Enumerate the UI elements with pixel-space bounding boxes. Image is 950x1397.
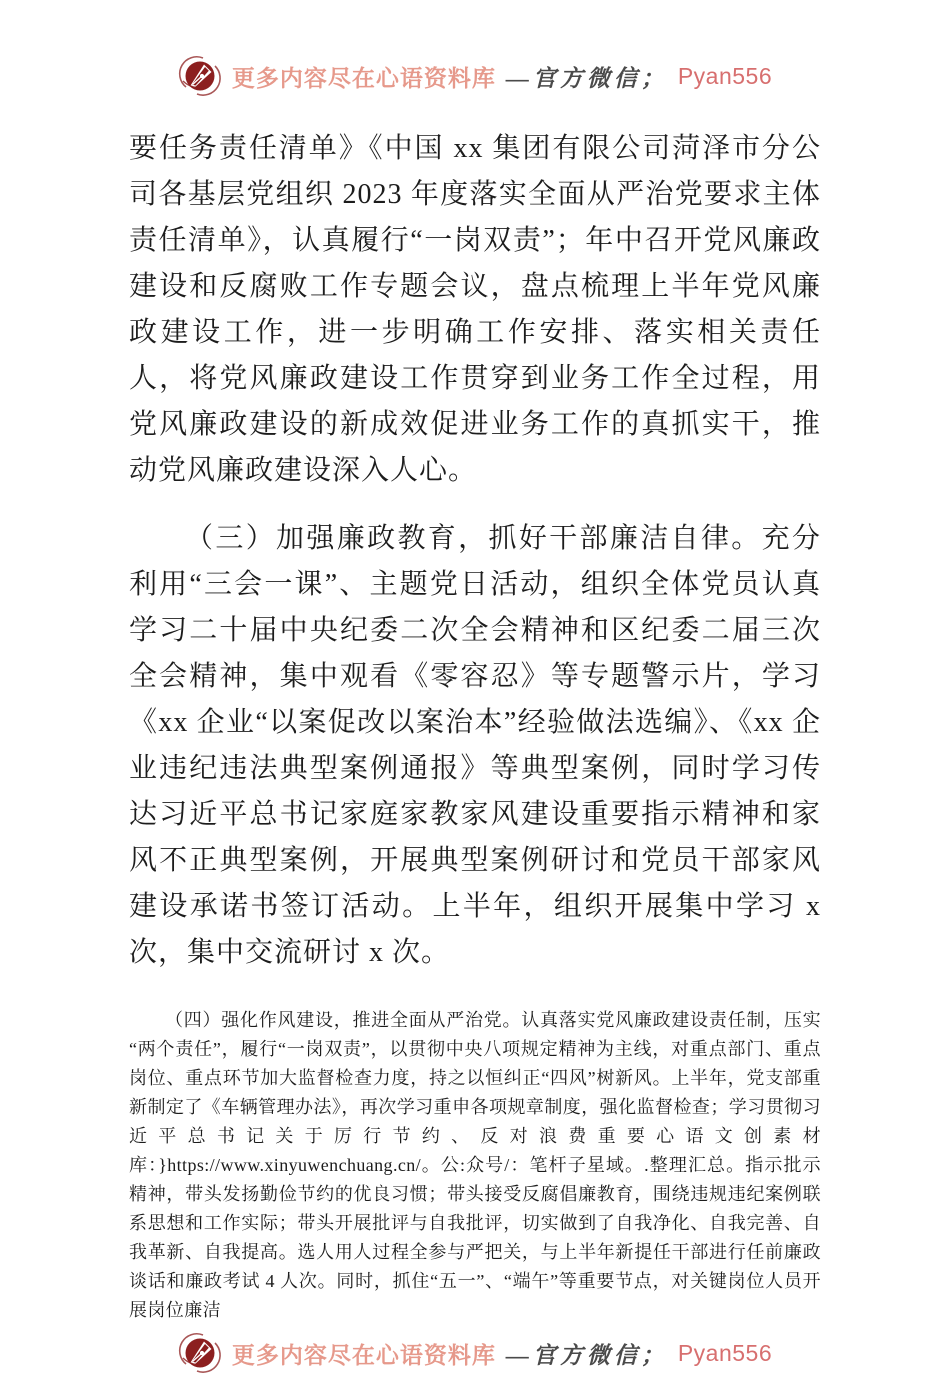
watermark-wechat-id: Pyan556 xyxy=(677,62,773,89)
watermark-footer xyxy=(0,1339,950,1397)
watermark-slogan: 更多内容尽在心语资料库 xyxy=(231,65,496,91)
watermark-slogan: 更多内容尽在心语资料库 xyxy=(231,1342,496,1368)
watermark-label: —官方微信； xyxy=(505,1342,668,1368)
watermark-label: —官方微信； xyxy=(505,65,668,91)
watermark-header xyxy=(0,52,950,100)
paragraph-section-3: （三）加强廉政教育，抓好干部廉洁自律。充分利用“三会一课”、主题党日活动，组织全体党员认真学习二十届中央纪委二次全会精神和区纪委二届三次全会精神，集中观看《零容忍》等专题警示片，学习《xx 企业“以案促改以案治本”经验做法选编》、《xx 企业违纪违法典型案例通报》等典型案例，同时学习传达习近平总书记家庭家教家风建设重要指示精神和家风不正典型案例，开展典型案例研讨和党员干部家风建设承诺书签订活动。上半年，组织开展集中学习 x 次，集中交流研讨 x 次。 xyxy=(129,523,821,968)
paragraph-continuation: 要任务责任清单》《中国 xx 集团有限公司菏泽市分公司各基层党组织 2023 年度落实全面从严治党要求主体责任清单》，认真履行“一岗双责”；年中召开党风廉政建设和反腐败工作专题会议，盘点梳理上半年党风廉政建设工作，进一步明确工作安排、落实相关责任人，将党风廉政建设工作贯穿到业务工作全过程，用党风廉政建设的新成效促进业务工作的真抓实干，推动党风廉政建设深入人心。 xyxy=(129,133,821,486)
pen-nib-swirl-logo-icon xyxy=(178,54,222,98)
paragraph-section-4: （四）强化作风建设，推进全面从严治党。认真落实党风廉政建设责任制，压实“两个责任”，履行“一岗双责”，以贯彻中央八项规定精神为主线，对重点部门、重点岗位、重点环节加大监督检查力度，持之以恒纠正“四风”树新风。上半年，党支部重新制定了《车辆管理办法》，再次学习重申各项规章制度，强化监督检查；学习贯彻习近平总书记关于厉行节约、反对浪费重要心语文创素材库：}https://www.xinyuwenchuang.cn/。公:众号/：笔杆子星域。.整理汇总。指示批示精神，带头发扬勤俭节约的优良习惯；带头接受反腐倡廉教育，围绕违规违纪案例联系思想和工作实际；带头开展批评与自我批评，切实做到了自我净化、自我完善、自我革新、自我提高。选人用人过程全参与严把关，与上半年新提任干部进行任前廉政谈话和廉政考试 4 人次。同时，抓住“五一”、“端午”等重要节点，对关键岗位人员开展岗位廉洁 xyxy=(129,1010,821,1320)
document-body xyxy=(129,126,821,1325)
pen-nib-swirl-logo-icon xyxy=(178,1331,222,1375)
watermark-wechat-id: Pyan556 xyxy=(677,1339,773,1366)
